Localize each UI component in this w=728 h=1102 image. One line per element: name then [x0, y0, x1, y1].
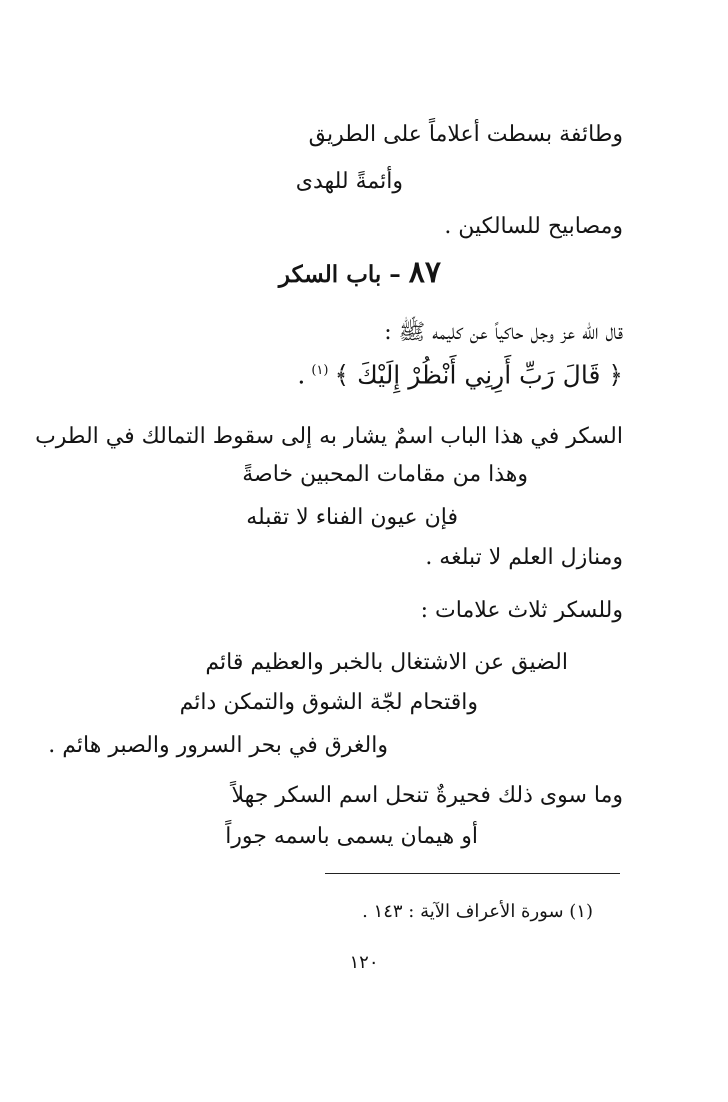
definition-line-3: فإن عيون الفناء لا تقبله	[246, 505, 458, 530]
verse-end: .	[297, 360, 306, 390]
section-heading	[278, 255, 441, 290]
quote-intro: قال الله عز وجل حاكياً عن كليمه ﷺ :	[384, 320, 623, 345]
definition-line-2: وهذا من مقامات المحبين خاصةً	[242, 462, 528, 487]
intro-line-1: وطائفة بسطت أعلاماً على الطريق	[308, 122, 623, 147]
definition-line-1: السكر في هذا الباب اسمٌ يشار به إلى سقوط التمالك في الطرب	[35, 424, 623, 449]
quran-verse-line	[297, 356, 623, 390]
page-number: ١٢٠	[349, 952, 379, 973]
signs-intro: وللسكر ثلاث علامات :	[420, 598, 623, 623]
closing-line-1: وما سوى ذلك فحيرةٌ تنحل اسم السكر جهلاً	[231, 783, 623, 808]
sign-line-3: والغرق في بحر السرور والصبر هائم .	[48, 733, 388, 758]
footnote-marker: (١)	[311, 363, 329, 378]
definition-line-4: ومنازل العلم لا تبلغه .	[425, 545, 623, 570]
sign-line-1: الضيق عن الاشتغال بالخبر والعظيم قائم	[205, 650, 568, 675]
quran-verse: ﴿ قَالَ رَبِّ أَرِنِي أَنْظُرْ إِلَيْكَ ﴾	[334, 360, 623, 390]
closing-line-2: أو هيمان يسمى باسمه جوراً	[225, 824, 478, 849]
footnote: (١) سورة الأعراف الآية : ١٤٣ .	[362, 901, 593, 922]
intro-line-3: ومصابيح للسالكين .	[444, 214, 623, 239]
section-number: ٨٧	[408, 255, 441, 290]
footnote-divider	[325, 873, 620, 874]
section-title: – باب السكر	[278, 261, 401, 288]
intro-line-2: وأئمةً للهدى	[295, 169, 403, 194]
sign-line-2: واقتحام لجّة الشوق والتمكن دائم	[179, 690, 478, 715]
